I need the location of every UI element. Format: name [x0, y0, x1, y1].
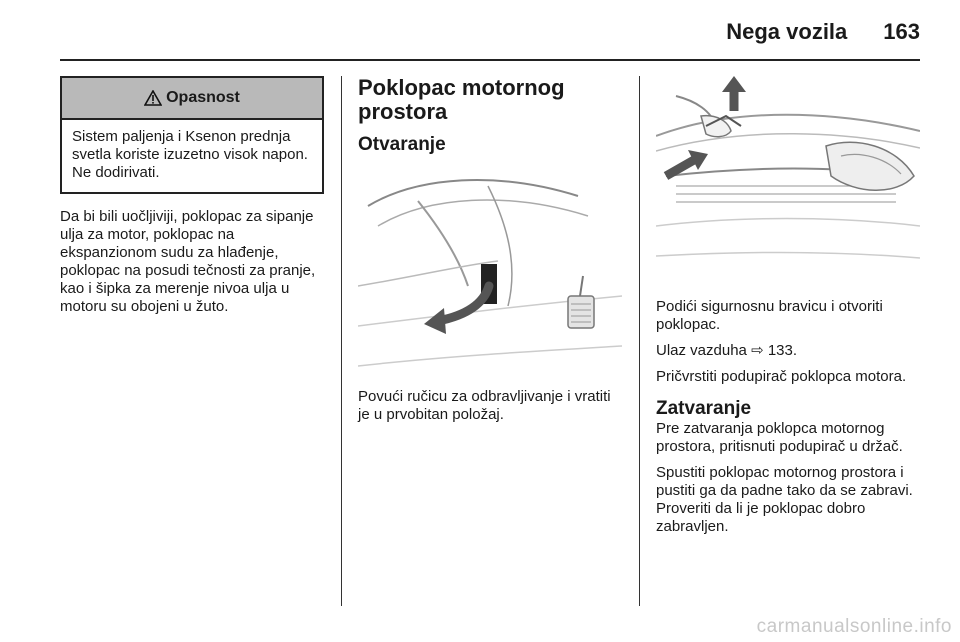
- warning-title: Opasnost: [166, 89, 240, 106]
- step-raise-latch: Podići sigurnosnu bravicu i otvoriti poklopac.: [656, 298, 883, 333]
- watermark: carmanualsonline.info: [756, 616, 952, 637]
- warning-triangle-icon: [144, 90, 162, 106]
- reference-arrow-icon: ⇨: [751, 342, 764, 359]
- intro-paragraph: Da bi bili uočljiviji, poklopac za sipanje ulja za motor, poklopac na ekspanzionom sudu za hlađenje, poklopac na posudi tečnosti za pranje, kao i šipka za merenje nivoa ulja u motoru su obojeni u žuto.: [60, 208, 316, 315]
- page-header: [726, 14, 920, 50]
- column-divider: [639, 76, 640, 606]
- warning-box: [60, 76, 324, 194]
- column-middle: [358, 76, 622, 424]
- column-divider: [341, 76, 342, 606]
- section-heading: Poklopac motornog prostora: [358, 75, 565, 124]
- column-right: [656, 76, 920, 536]
- closing-paragraph-1: Pre zatvaranja poklopca motornog prostora, pritisnuti podupirač u držač.: [656, 420, 903, 455]
- closing-paragraph-2: Spustiti poklopac motornog prostora i pustiti ga da padne tako da se zabravi. Proveriti da li je poklopac dobro zabravljen.: [656, 464, 913, 535]
- subheading-opening: Otvaranje: [358, 134, 446, 155]
- section-title: Nega vozila: [726, 19, 848, 44]
- figure-caption: Povući ručicu za odbravljivanje i vratiti je u prvobitan položaj.: [358, 388, 611, 423]
- page-number: 163: [883, 19, 920, 44]
- air-intake-label: Ulaz vazduha: [656, 342, 747, 359]
- subheading-closing: Zatvaranje: [656, 398, 752, 419]
- page-reference[interactable]: 133.: [767, 342, 798, 359]
- release-lever-illustration: [358, 166, 622, 376]
- step-air-intake: [656, 342, 920, 360]
- warning-header: [62, 78, 322, 120]
- step-fix-support: Pričvrstiti podupirač poklopca motora.: [656, 368, 907, 385]
- column-left: [60, 76, 324, 316]
- hood-latch-illustration: [656, 76, 920, 284]
- warning-text: Sistem paljenja i Ksenon prednja svetla koriste izuzetno visok napon. Ne dodirivati.: [72, 128, 308, 181]
- header-rule: [60, 59, 920, 61]
